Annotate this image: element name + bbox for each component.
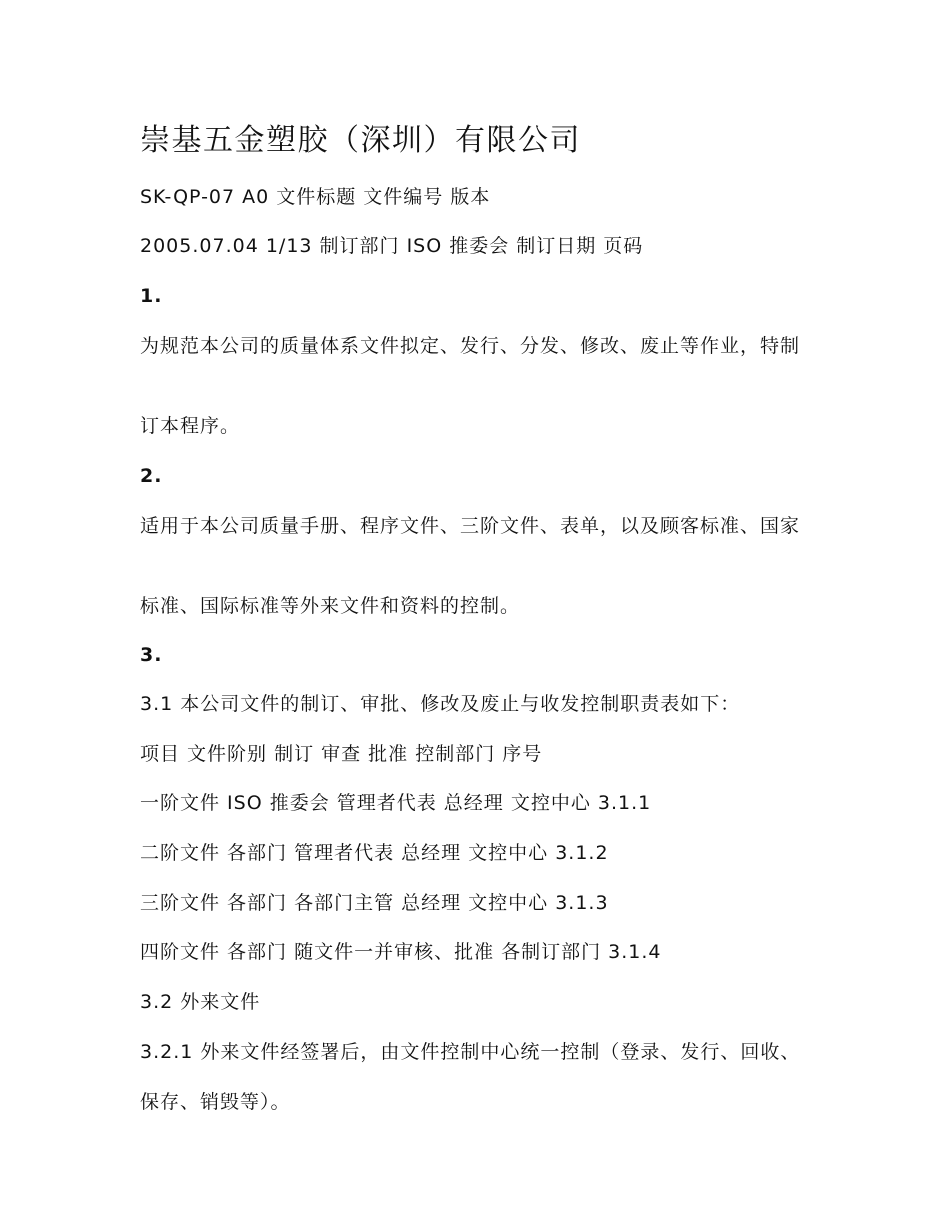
section-1-number: 1.	[140, 285, 163, 307]
section-3-number: 3.	[140, 644, 163, 666]
table-header: 项目 文件阶别 制订 审查 批准 控制部门 序号	[140, 743, 543, 765]
section-3-2-1-text-b: 保存、销毁等）。	[140, 1091, 291, 1113]
section-2-text-a: 适用于本公司质量手册、程序文件、三阶文件、表单，以及顾客标准、国家	[140, 515, 801, 537]
table-row: 一阶文件 ISO 推委会 管理者代表 总经理 文控中心 3.1.1	[140, 792, 652, 814]
table-row: 二阶文件 各部门 管理者代表 总经理 文控中心 3.1.2	[140, 842, 609, 864]
section-1-text-b: 订本程序。	[140, 415, 241, 437]
header-line-2: 2005.07.04 1/13 制订部门 ISO 推委会 制订日期 页码	[140, 235, 644, 257]
table-row: 四阶文件 各部门 随文件一并审核、批准 各制订部门 3.1.4	[140, 941, 662, 963]
table-row: 三阶文件 各部门 各部门主管 总经理 文控中心 3.1.3	[140, 892, 609, 914]
company-title: 崇基五金塑胶（深圳）有限公司	[140, 123, 581, 158]
section-1-text-a: 为规范本公司的质量体系文件拟定、发行、分发、修改、废止等作业，特制	[140, 335, 801, 357]
section-3-2-1-text-a: 3.2.1 外来文件经签署后，由文件控制中心统一控制（登录、发行、回收、	[140, 1041, 801, 1063]
header-line-1: SK-QP-07 A0 文件标题 文件编号 版本	[140, 186, 491, 208]
section-3-1-text: 3.1 本公司文件的制订、审批、修改及废止与收发控制职责表如下：	[140, 693, 741, 715]
section-3-2-heading: 3.2 外来文件	[140, 991, 261, 1013]
section-2-number: 2.	[140, 465, 163, 487]
section-2-text-b: 标准、国际标准等外来文件和资料的控制。	[140, 595, 521, 617]
